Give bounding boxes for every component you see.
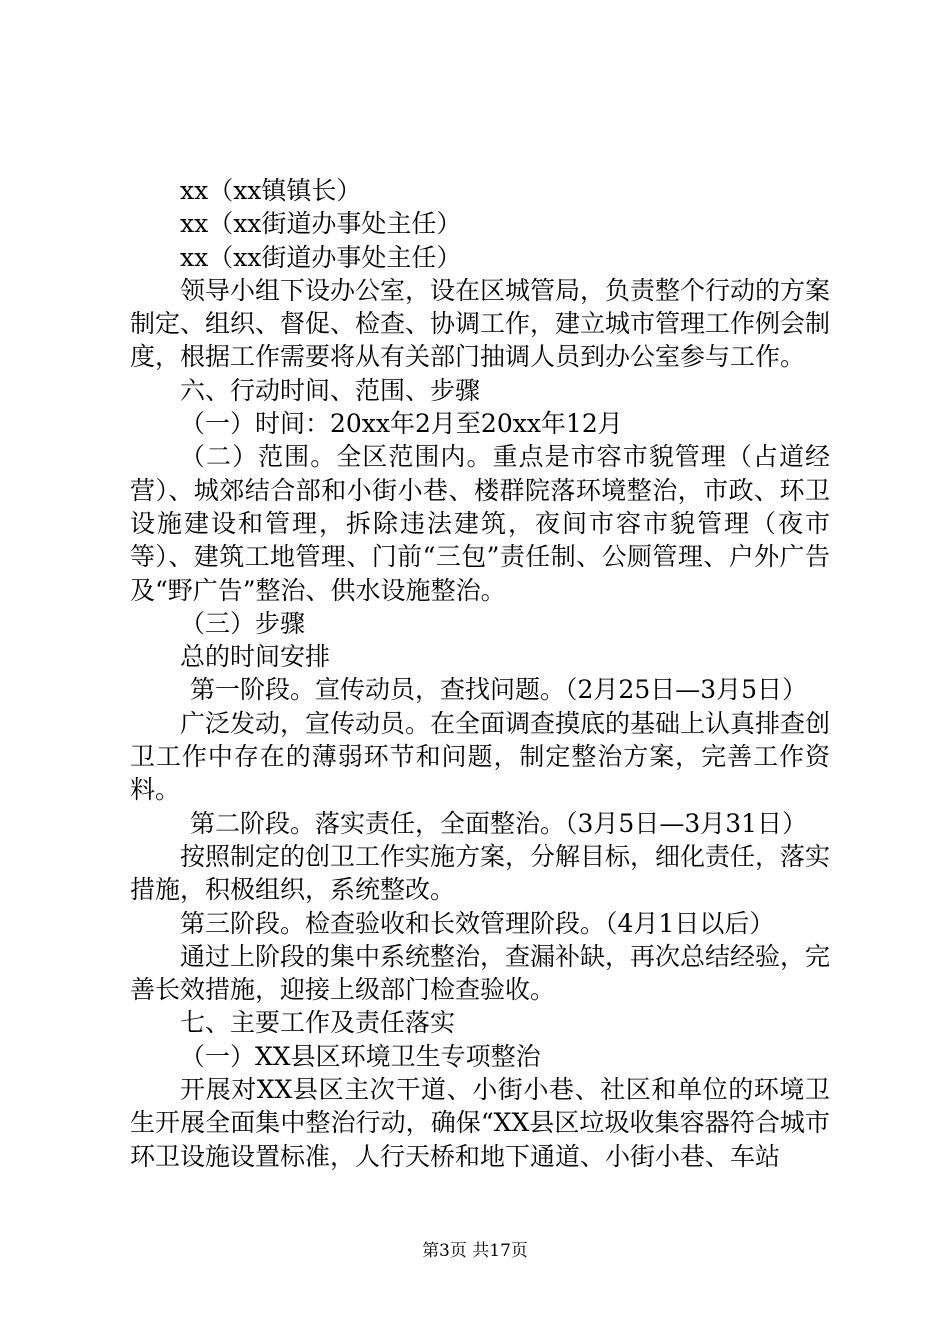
paragraph: （三）步骤: [180, 608, 306, 638]
paragraph: （一）XX县区环境卫生专项整治: [180, 1041, 541, 1071]
section-heading: 六、行动时间、范围、步骤: [180, 375, 481, 405]
document-body: [130, 174, 830, 1173]
page-footer: 第3页 共17页: [422, 1241, 528, 1261]
section-heading: 七、主要工作及责任落实: [180, 1008, 456, 1038]
paragraph: （二）范围。全区范围内。重点是市容市貌管理（占道经营）、城郊结合部和小街小巷、楼群院落环境整治，市政、环卫设施建设和管理，拆除违法建筑，夜间市容市貌管理（夜市等）、建筑工地管理、门前“三包”责任制、公厕管理、户外广告及“野广告”整治、供水设施整治。: [130, 442, 830, 605]
paragraph: 第一阶段。宣传动员，查找问题。（2月25日—3月5日）: [190, 675, 808, 705]
paragraph: 领导小组下设办公室，设在区城管局，负责整个行动的方案制定、组织、督促、检查、协调工作，建立城市管理工作例会制度，根据工作需要将从有关部门抽调人员到办公室参与工作。: [130, 275, 831, 372]
paragraph: 总的时间安排: [180, 642, 331, 672]
paragraph: 第三阶段。检查验收和长效管理阶段。（4月1日以后）: [180, 908, 775, 938]
paragraph: 按照制定的创卫工作实施方案，分解目标，细化责任，落实措施，积极组织，系统整改。: [130, 841, 831, 905]
paragraph: xx（xx街道办事处主任）: [180, 209, 462, 239]
paragraph: xx（xx镇镇长）: [180, 176, 362, 205]
paragraph: 第二阶段。落实责任，全面整治。（3月5日—3月31日）: [190, 808, 808, 838]
paragraph: 广泛发动，宣传动员。在全面调查摸底的基础上认真排查创卫工作中存在的薄弱环节和问题，制定整治方案，完善工作资料。: [130, 708, 831, 805]
paragraph: （一）时间：20xx年2月至20xx年12月: [180, 409, 623, 439]
paragraph: 开展对XX县区主次干道、小街小巷、社区和单位的环境卫生开展全面集中整治行动，确保“XX县区垃圾收集容器符合城市环卫设施设置标准，人行天桥和地下通道、小街小巷、车站: [130, 1075, 830, 1171]
paragraph: xx（xx街道办事处主任）: [180, 242, 462, 272]
paragraph: 通过上阶段的集中系统整治，查漏补缺，再次总结经验，完善长效措施，迎接上级部门检查验收。: [130, 941, 831, 1005]
